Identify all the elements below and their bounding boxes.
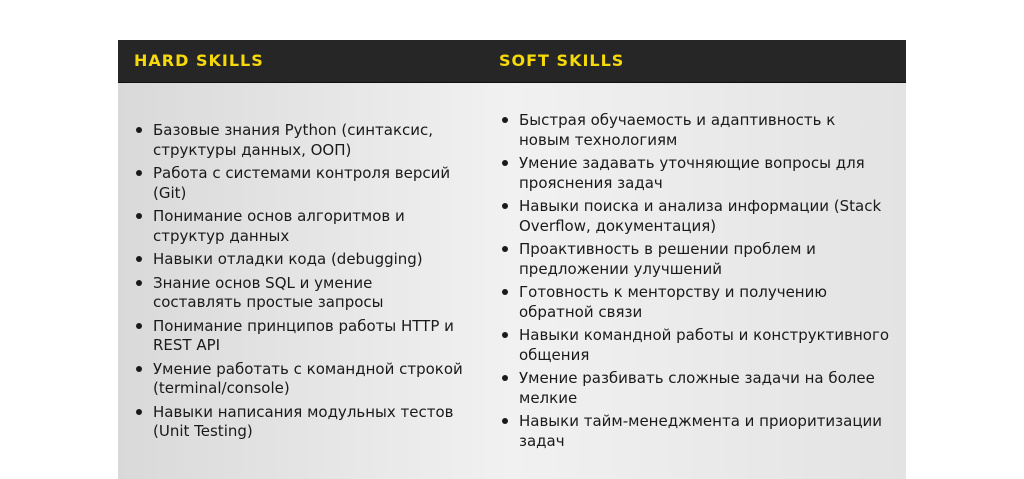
list-item: [134, 164, 464, 203]
list-item: [134, 403, 464, 442]
bullet-icon: [136, 256, 142, 262]
list-item: [134, 274, 464, 313]
soft-skills-title: SOFT SKILLS: [499, 51, 625, 70]
bullet-icon: [502, 332, 508, 338]
bullet-icon: [502, 418, 508, 424]
bullet-icon: [136, 366, 142, 372]
bullet-icon: [136, 280, 142, 286]
list-item-text: Работа с системами контроля версий (Git): [153, 164, 451, 202]
list-item: [500, 412, 890, 451]
list-item-text: Быстрая обучаемость и адаптивность к новым технологиям: [519, 111, 836, 149]
list-item: [134, 360, 464, 399]
bullet-icon: [502, 375, 508, 381]
list-item-text: Умение работать с командной строкой (terminal/console): [153, 359, 463, 397]
list-item-text: Навыки отладки кода (debugging): [153, 250, 423, 268]
list-item: [500, 154, 890, 193]
hard-skills-list: [134, 121, 464, 446]
bullet-icon: [502, 203, 508, 209]
list-item-text: Базовые знания Python (синтаксис, структуры данных, ООП): [153, 121, 434, 159]
list-item-text: Умение задавать уточняющие вопросы для прояснения задач: [519, 154, 865, 192]
list-item: [500, 283, 890, 322]
bullet-icon: [502, 289, 508, 295]
list-item-text: Навыки поиска и анализа информации (Stack Overflow, документация): [519, 197, 882, 235]
bullet-icon: [136, 409, 142, 415]
list-item: [500, 111, 890, 150]
list-item-text: Навыки написания модульных тестов (Unit Testing): [153, 402, 454, 440]
list-item-text: Умение разбивать сложные задачи на более мелкие: [519, 369, 875, 407]
bullet-icon: [502, 246, 508, 252]
skills-table: [118, 40, 906, 479]
list-item: [500, 369, 890, 408]
list-item: [134, 121, 464, 160]
list-item-text: Навыки тайм-менеджмента и приоритизации задач: [519, 412, 883, 450]
bullet-icon: [136, 127, 142, 133]
list-item: [500, 240, 890, 279]
list-item-text: Проактивность в решении проблем и предложении улучшений: [519, 240, 816, 278]
list-item: [134, 207, 464, 246]
list-item-text: Готовность к менторству и получению обратной связи: [519, 283, 827, 321]
list-item-text: Навыки командной работы и конструктивного общения: [519, 326, 890, 364]
list-item-text: Понимание основ алгоритмов и структур данных: [153, 207, 405, 245]
bullet-icon: [502, 160, 508, 166]
table-header: [118, 40, 906, 83]
list-item: [134, 317, 464, 356]
list-item: [500, 197, 890, 236]
bullet-icon: [136, 213, 142, 219]
list-item-text: Понимание принципов работы HTTP и REST API: [153, 316, 454, 354]
bullet-icon: [136, 323, 142, 329]
hard-skills-title: HARD SKILLS: [134, 51, 264, 70]
list-item: [500, 326, 890, 365]
list-item: [134, 250, 464, 270]
bullet-icon: [136, 170, 142, 176]
bullet-icon: [502, 117, 508, 123]
soft-skills-list: [500, 111, 890, 455]
list-item-text: Знание основ SQL и умение составлять простые запросы: [153, 273, 384, 311]
